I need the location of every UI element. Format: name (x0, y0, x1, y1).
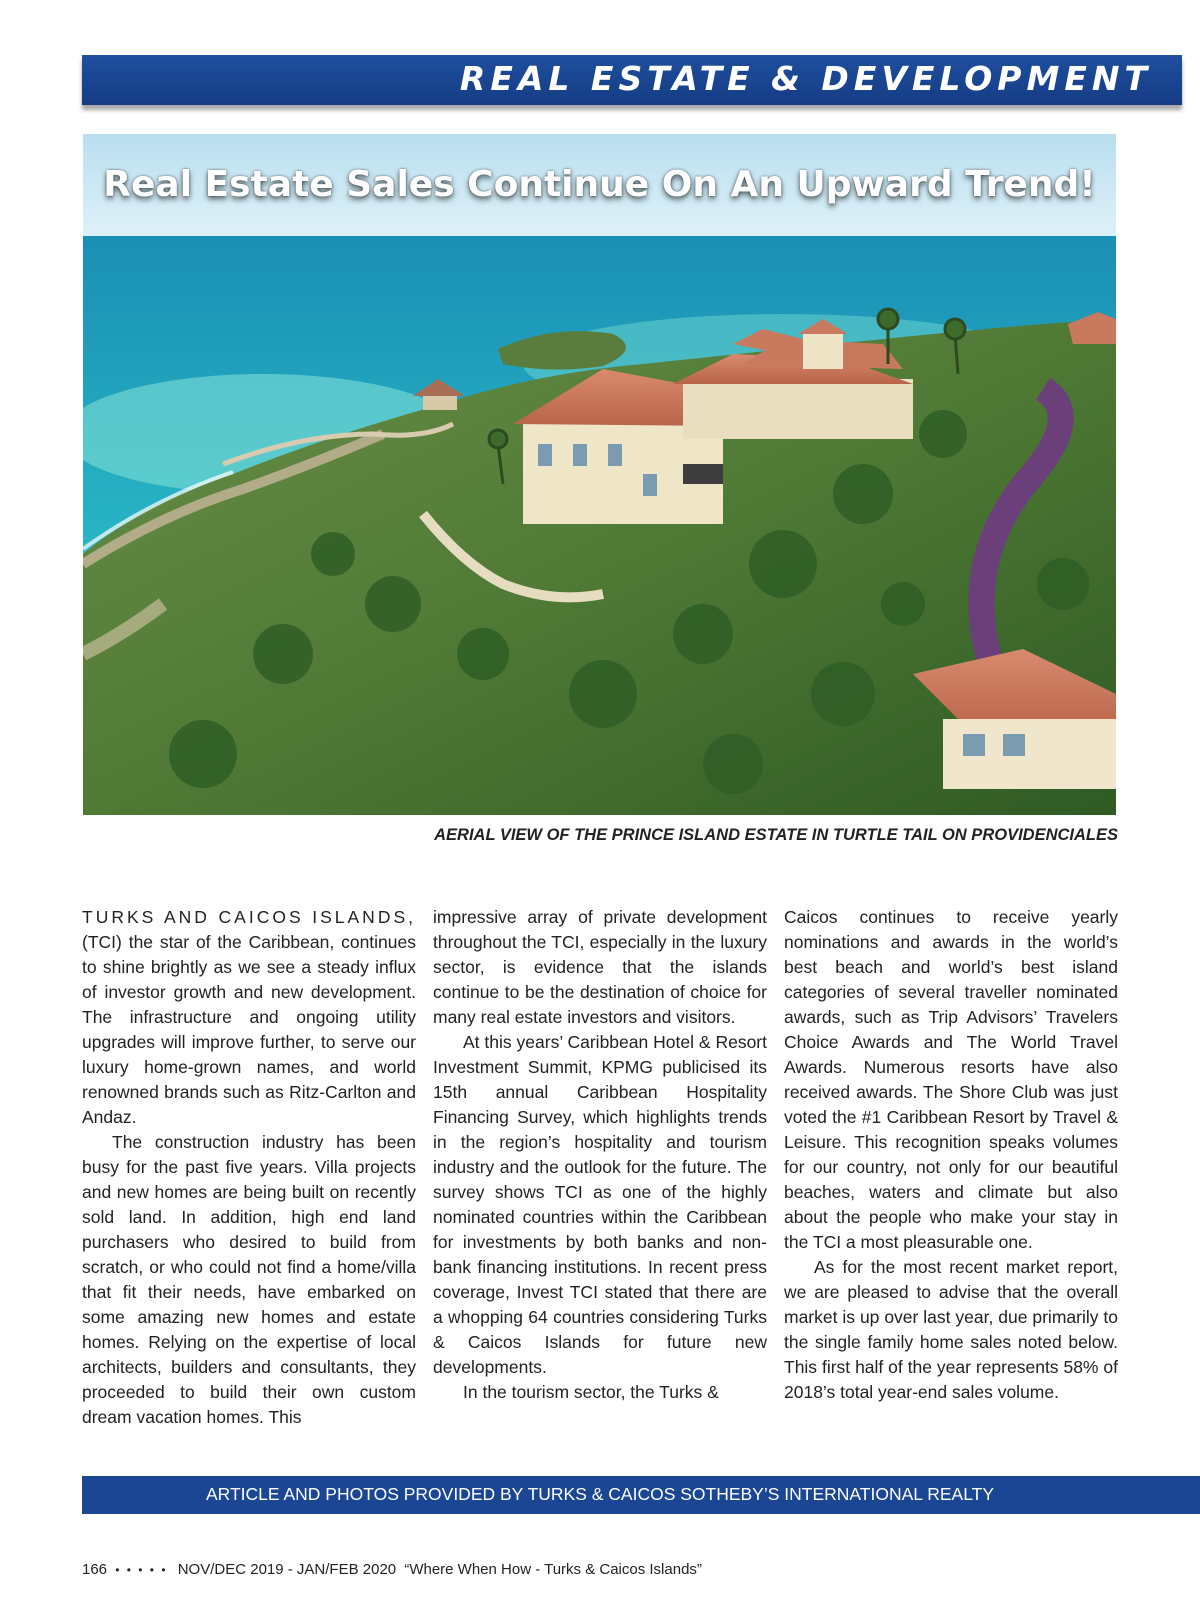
publication-name: “Where When How - Turks & Caicos Islands” (404, 1561, 702, 1578)
paragraph: In the tourism sector, the Turks & (463, 1382, 719, 1402)
page-footer (82, 1561, 706, 1578)
footer-dots: • • • • • (115, 1563, 168, 1577)
article-column-2 (433, 905, 767, 1405)
article-body (82, 905, 1118, 1425)
paragraph: impressive array of private development throughout the TCI, especially in the luxury sector, is evidence that the islands continue to be the destination of choice for many real estate investors and visitors. (433, 907, 767, 1027)
issue-date: NOV/DEC 2019 - JAN/FEB 2020 (177, 1561, 397, 1578)
article-column-3 (784, 905, 1118, 1405)
aerial-photo-illustration (83, 134, 1116, 815)
article-column-1 (82, 905, 416, 1430)
paragraph-text: (TCI) the star of the Caribbean, continues to shine brightly as we see a steady influx of investor growth and new development. The infrastructure and ongoing utility upgrades will improve further, to serve our luxury home-grown names, and world renowned brands such as Ritz-Carlton and Andaz. (82, 932, 416, 1127)
credit-bar (82, 1476, 1200, 1514)
photo-caption: AERIAL VIEW OF THE PRINCE ISLAND ESTATE IN TURTLE TAIL ON PROVIDENCIALES (434, 826, 1118, 844)
paragraph: As for the most recent market report, we are pleased to advise that the overall market is up over last year, due primarily to the single family home sales noted below. This first half of the year represents 58% of 2018’s total year-end sales volume. (784, 1257, 1118, 1402)
lead-in: TURKS AND CAICOS ISLANDS, (82, 907, 416, 927)
hero-photo (83, 134, 1116, 815)
paragraph: Caicos continues to receive yearly nominations and awards in the world’s best beach and world’s best island categories of several traveller nominated awards, such as Trip Advisors’ Travelers Choice Awards and The World Travel Awards. Numerous resorts have also received awards. The Shore Club was just voted the #1 Caribbean Resort by Travel & Leisure. This recognition speaks volumes for our country, not only for our beautiful beaches, waters and climate but also about the people who make your stay in the TCI a most pleasurable one. (784, 907, 1118, 1252)
paragraph: The construction industry has been busy for the past five years. Villa projects and new homes are being built on recently sold land. In addition, high end land purchasers who desired to build from scratch, or who could not find a home/villa that fit their needs, have embarked on some amazing new homes and estate homes. Relying on the expertise of local architects, builders and consultants, they proceeded to build their own custom dream vacation homes. This (82, 1132, 416, 1427)
section-banner (82, 55, 1182, 105)
page-number: 166 (82, 1561, 108, 1578)
paragraph (82, 905, 416, 1130)
credit-text: ARTICLE AND PHOTOS PROVIDED BY TURKS & CAICOS SOTHEBY’S INTERNATIONAL REALTY (205, 1484, 994, 1504)
paragraph: At this years’ Caribbean Hotel & Resort Investment Summit, KPMG publicised its 15th annual Caribbean Hospitality Financing Survey, which highlights trends in the region’s hospitality and tourism industry and the outlook for the future. The survey shows TCI as one of the highly nominated countries within the Caribbean for investments by both banks and non-bank financing institutions. In recent press coverage, Invest TCI stated that there are a whopping 64 countries considering Turks & Caicos Islands for future new developments. (433, 1032, 767, 1377)
article-title: Real Estate Sales Continue On An Upward Trend! (103, 164, 1096, 205)
section-title: REAL ESTATE & DEVELOPMENT (459, 59, 1152, 98)
